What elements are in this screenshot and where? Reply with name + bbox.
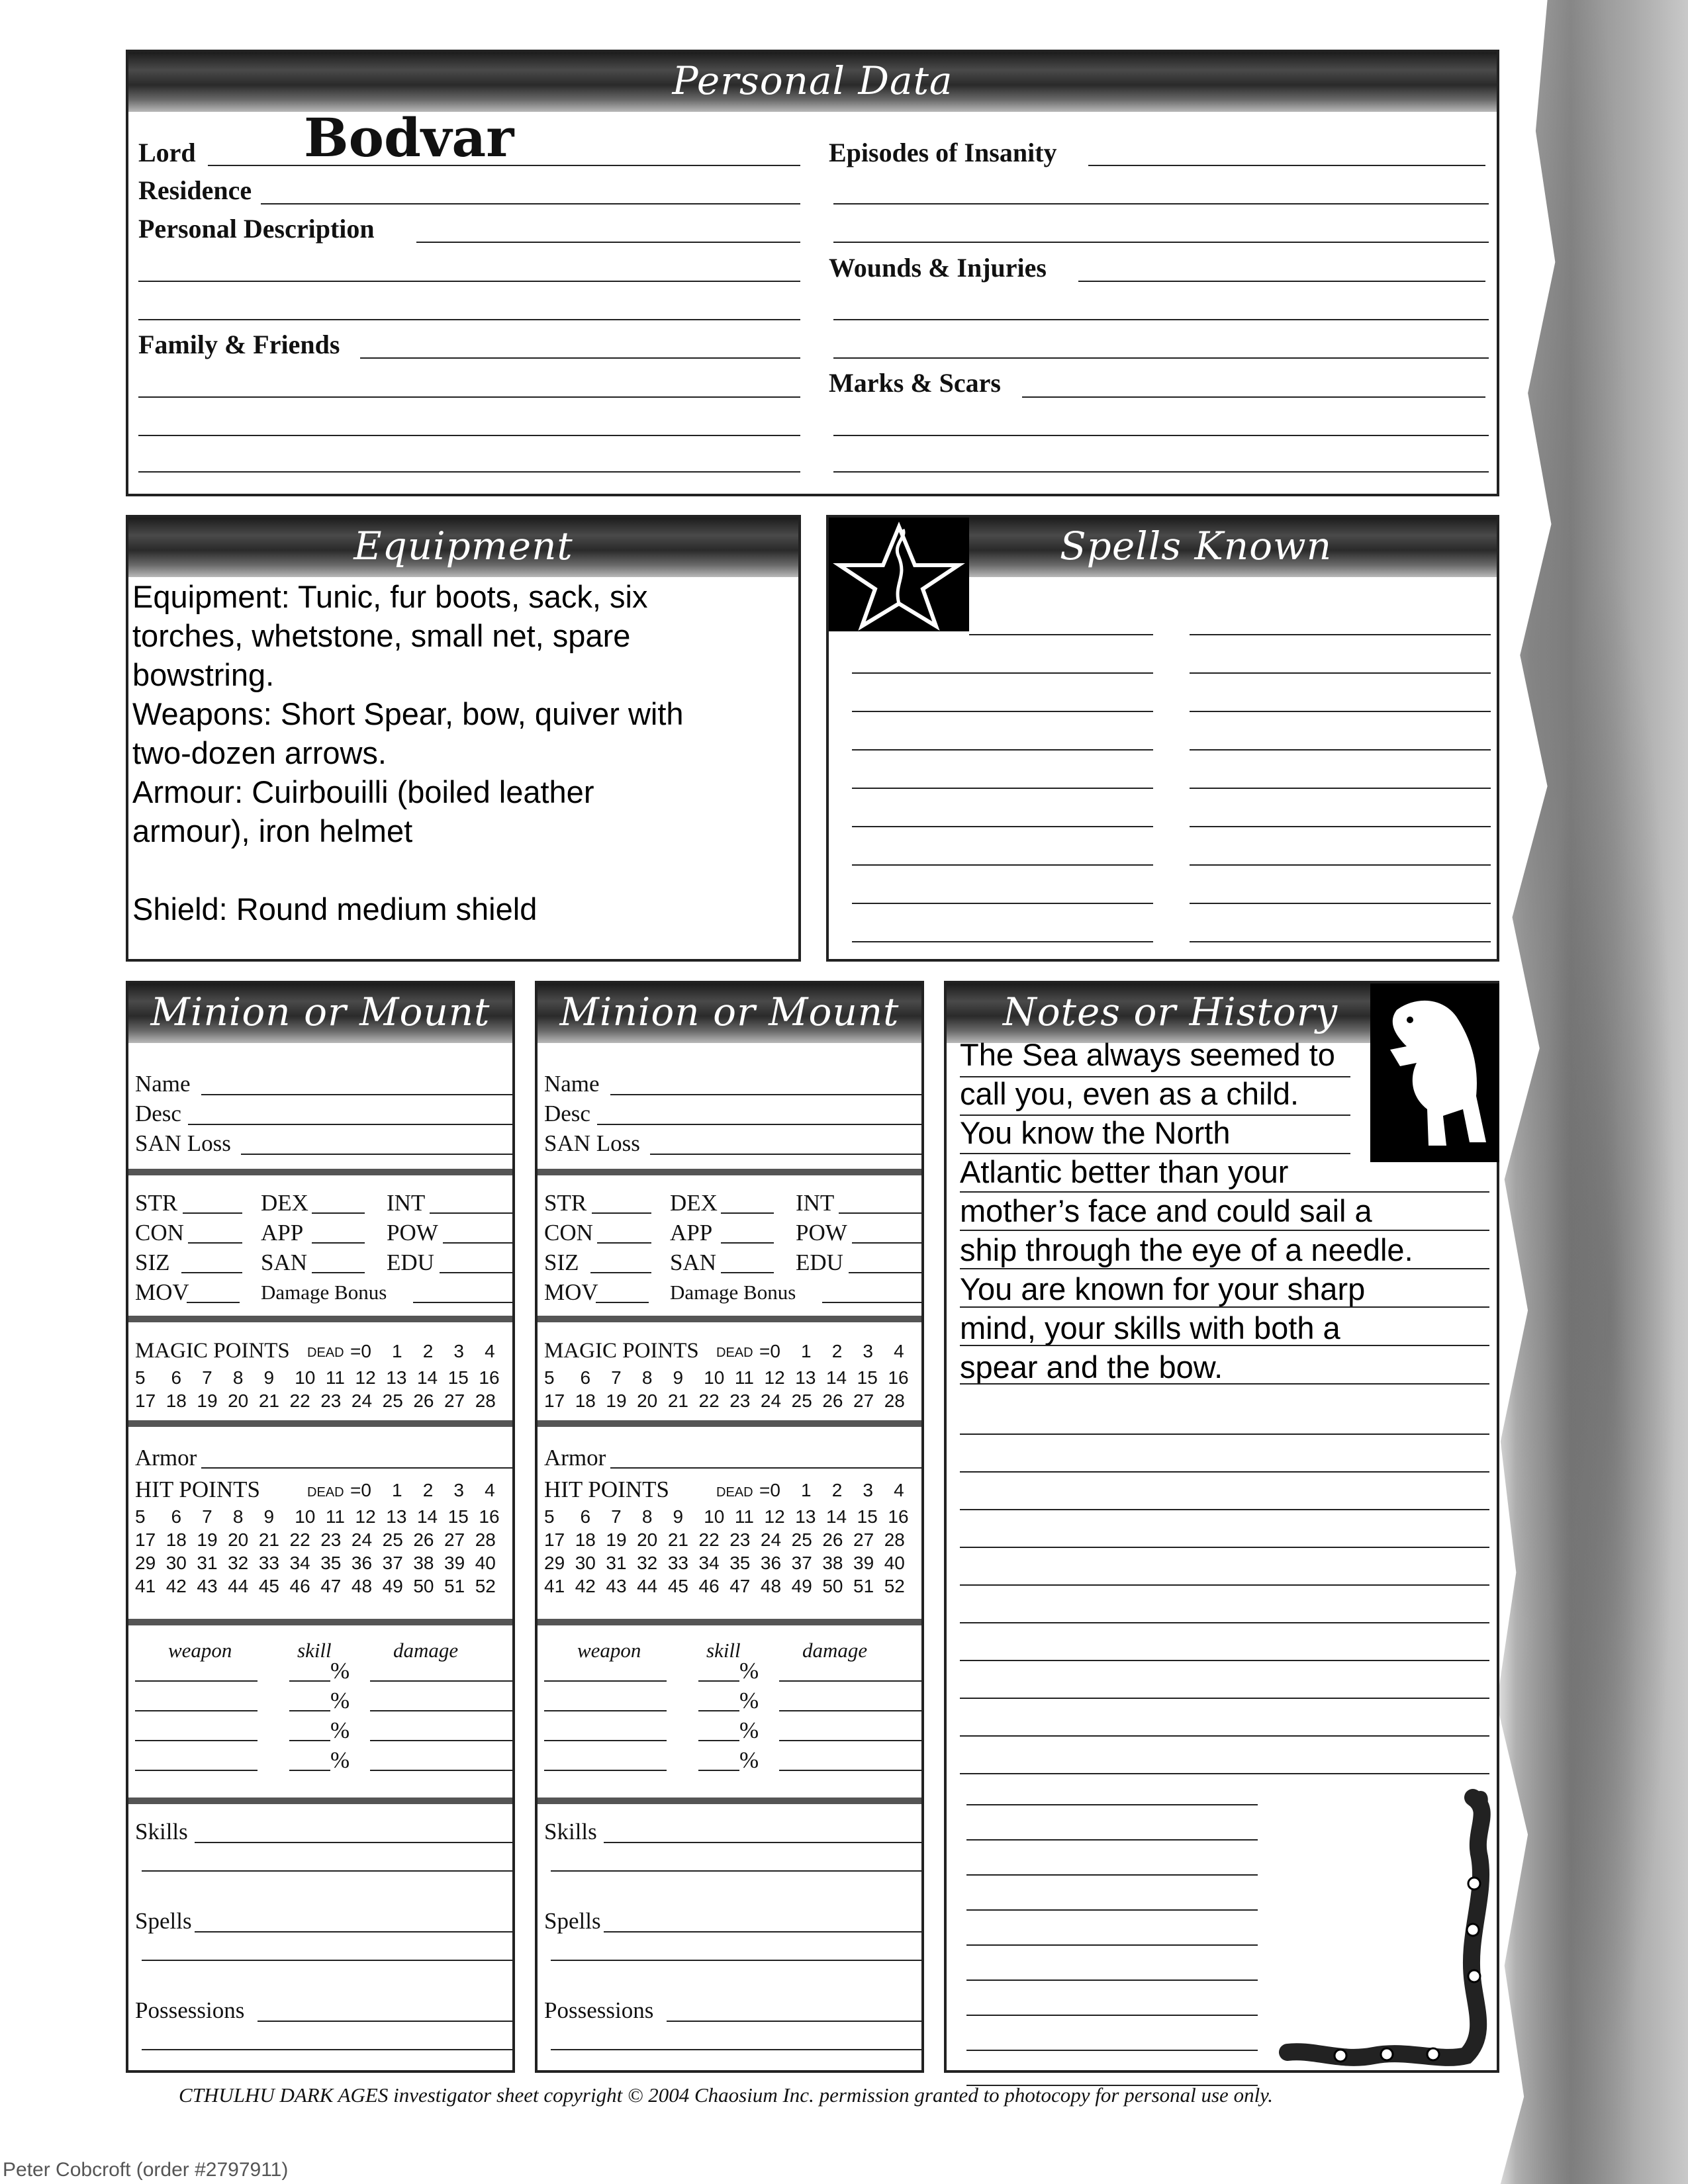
notes-line: spear and the bow.: [960, 1349, 1223, 1385]
edu-field[interactable]: [440, 1272, 512, 1273]
personal-description-line[interactable]: [138, 281, 800, 282]
episodes-insanity-line[interactable]: [833, 203, 1489, 205]
personal-description-label: Personal Description: [138, 214, 375, 244]
notes-line-rule[interactable]: [966, 1804, 1258, 1805]
damage-field[interactable]: [779, 1740, 921, 1741]
dead-label: DEAD: [716, 1485, 753, 1500]
str-field[interactable]: [183, 1212, 242, 1214]
divider: [128, 1619, 512, 1625]
hit-points-row[interactable]: 17 18 19 20 21 22 23 24 25 26 27 28: [135, 1529, 496, 1550]
magic-points-row[interactable]: 5 6 7 8 9 10 11 12 13 14 15 16: [544, 1367, 909, 1388]
armor-label: Armor: [135, 1445, 197, 1471]
episodes-insanity-line[interactable]: [833, 242, 1489, 243]
percent-sign: %: [330, 1658, 350, 1684]
mov-label: MOV: [135, 1279, 189, 1305]
equipment-line: Armour: Cuirbouilli (boiled leather: [132, 774, 594, 809]
spell-line[interactable]: [1190, 672, 1491, 674]
notes-line-rule[interactable]: [960, 1268, 1489, 1269]
weapon-field[interactable]: [135, 1710, 258, 1711]
equipment-line: Weapons: Short Spear, bow, quiver with: [132, 696, 684, 731]
elder-sign-icon: [829, 518, 969, 631]
percent-sign: %: [739, 1747, 759, 1773]
int-field[interactable]: [839, 1212, 921, 1214]
divider: [128, 1169, 512, 1175]
weapon-field[interactable]: [135, 1680, 258, 1682]
mov-label: MOV: [544, 1279, 598, 1305]
skill-field[interactable]: [289, 1680, 330, 1682]
marks-scars-line[interactable]: [833, 471, 1489, 473]
spell-line[interactable]: [852, 711, 1153, 712]
weapon-field[interactable]: [544, 1680, 667, 1682]
name-label: Name: [135, 1071, 191, 1097]
equipment-line: two-dozen arrows.: [132, 735, 387, 770]
notes-line-rule[interactable]: [966, 1874, 1258, 1876]
residence-label: Residence: [138, 175, 252, 205]
int-label: INT: [796, 1190, 835, 1216]
con-label: CON: [135, 1220, 184, 1246]
spell-line[interactable]: [1190, 826, 1491, 827]
hit-points-row[interactable]: =0 1 2 3 4: [350, 1480, 495, 1500]
equipment-line: Shield: Round medium shield: [132, 891, 538, 927]
wounds-injuries-line[interactable]: [833, 357, 1489, 359]
damage-bonus-label: Damage Bonus: [261, 1281, 387, 1304]
spells-line[interactable]: [142, 1960, 512, 1961]
notes-line-rule[interactable]: [960, 1471, 1489, 1473]
skill-field[interactable]: [698, 1740, 739, 1741]
armor-field[interactable]: [610, 1467, 921, 1469]
skill-field[interactable]: [698, 1680, 739, 1682]
episodes-insanity-field[interactable]: [1088, 165, 1485, 166]
spell-line[interactable]: [969, 634, 1153, 635]
personal-data-panel: [126, 50, 1499, 496]
hit-points-row[interactable]: 29 30 31 32 33 34 35 36 37 38 39 40: [135, 1553, 496, 1573]
order-watermark: Peter Cobcroft (order #2797911): [3, 2159, 289, 2181]
dead-label: DEAD: [716, 1345, 753, 1360]
spell-line[interactable]: [1190, 941, 1491, 942]
spells-field[interactable]: [195, 1931, 512, 1933]
desc-field[interactable]: [188, 1124, 512, 1125]
san-label: SAN: [261, 1250, 308, 1275]
siz-label: SIZ: [135, 1250, 170, 1275]
minion-title: Minion or Mount: [538, 983, 921, 1043]
divider: [538, 1420, 921, 1427]
family-friends-label: Family & Friends: [138, 330, 340, 359]
notes-line-rule[interactable]: [966, 2050, 1258, 2051]
notes-line-rule[interactable]: [960, 1076, 1350, 1077]
notes-line-rule[interactable]: [960, 1584, 1489, 1586]
con-field[interactable]: [188, 1242, 242, 1244]
int-field[interactable]: [430, 1212, 512, 1214]
notes-line: The Sea always seemed to: [960, 1037, 1335, 1072]
mov-field[interactable]: [596, 1302, 649, 1303]
magic-points-row[interactable]: =0 1 2 3 4: [759, 1341, 904, 1361]
minion-title: Minion or Mount: [128, 983, 512, 1043]
dex-label: DEX: [670, 1190, 718, 1216]
skills-label: Skills: [135, 1819, 188, 1844]
weapon-label: weapon: [577, 1639, 641, 1662]
notes-text: [960, 1035, 1489, 1387]
notes-line: mother’s face and could sail a: [960, 1193, 1372, 1228]
percent-sign: %: [739, 1717, 759, 1743]
percent-sign: %: [330, 1688, 350, 1713]
edu-label: EDU: [796, 1250, 843, 1275]
skill-field[interactable]: [289, 1740, 330, 1741]
damage-field[interactable]: [779, 1680, 921, 1682]
weapon-field[interactable]: [135, 1770, 258, 1771]
notes-line-rule[interactable]: [960, 1698, 1489, 1699]
lord-label: Lord: [138, 138, 196, 167]
percent-sign: %: [739, 1688, 759, 1713]
notes-line-rule[interactable]: [960, 1433, 1489, 1435]
notes-line-rule[interactable]: [960, 1547, 1489, 1548]
spells-known-title: Spells Known: [829, 518, 1497, 577]
magic-points-label: MAGIC POINTS: [135, 1339, 290, 1363]
damage-field[interactable]: [370, 1680, 512, 1682]
notes-line: ship through the eye of a needle.: [960, 1232, 1413, 1267]
san-loss-field[interactable]: [241, 1154, 512, 1155]
possessions-label: Possessions: [135, 1997, 245, 2023]
personal-data-title: Personal Data: [128, 52, 1497, 112]
spells-known-panel: [826, 515, 1499, 962]
damage-label: damage: [393, 1639, 459, 1662]
desc-label: Desc: [135, 1101, 181, 1126]
percent-sign: %: [739, 1658, 759, 1684]
spell-line[interactable]: [1190, 634, 1491, 635]
notes-line: call you, even as a child.: [960, 1076, 1299, 1111]
skill-field[interactable]: [698, 1770, 739, 1771]
possessions-line[interactable]: [142, 2049, 512, 2050]
hit-points-row[interactable]: 5 6 7 8 9 10 11 12 13 14 15 16: [544, 1506, 909, 1527]
siz-field[interactable]: [590, 1272, 651, 1273]
desc-label: Desc: [544, 1101, 590, 1126]
lord-value: Bodvar: [304, 107, 514, 169]
divider: [128, 1316, 512, 1322]
spell-line[interactable]: [1190, 864, 1491, 866]
str-label: STR: [135, 1190, 178, 1216]
marks-scars-label: Marks & Scars: [829, 368, 1001, 398]
divider: [128, 1797, 512, 1804]
con-field[interactable]: [597, 1242, 651, 1244]
siz-field[interactable]: [181, 1272, 242, 1273]
damage-bonus-field[interactable]: [822, 1302, 921, 1303]
weapon-field[interactable]: [135, 1740, 258, 1741]
edu-label: EDU: [387, 1250, 434, 1275]
armor-field[interactable]: [201, 1467, 512, 1469]
family-friends-line[interactable]: [138, 471, 800, 473]
hit-points-row[interactable]: 29 30 31 32 33 34 35 36 37 38 39 40: [544, 1553, 905, 1573]
notes-line-rule[interactable]: [966, 1909, 1258, 1911]
divider: [538, 1619, 921, 1625]
notes-panel: [944, 981, 1499, 2073]
notes-line-rule[interactable]: [960, 1509, 1489, 1510]
dead-label: DEAD: [307, 1485, 344, 1500]
skills-label: Skills: [544, 1819, 597, 1844]
hit-points-row[interactable]: 41 42 43 44 45 46 47 48 49 50 51 52: [544, 1576, 905, 1596]
family-friends-line[interactable]: [138, 396, 800, 398]
siz-label: SIZ: [544, 1250, 579, 1275]
edu-field[interactable]: [849, 1272, 921, 1273]
divider: [538, 1169, 921, 1175]
hit-points-row[interactable]: 17 18 19 20 21 22 23 24 25 26 27 28: [544, 1529, 905, 1550]
san-field[interactable]: [312, 1272, 365, 1273]
dex-field[interactable]: [312, 1212, 365, 1214]
divider: [538, 1316, 921, 1322]
mov-field[interactable]: [187, 1302, 240, 1303]
family-friends-field[interactable]: [360, 357, 800, 359]
spell-line[interactable]: [852, 864, 1153, 866]
magic-points-row[interactable]: 17 18 19 20 21 22 23 24 25 26 27 28: [544, 1390, 905, 1411]
str-field[interactable]: [592, 1212, 651, 1214]
personal-description-field[interactable]: [416, 242, 800, 243]
weapon-field[interactable]: [544, 1770, 667, 1771]
possessions-line[interactable]: [551, 2049, 921, 2050]
wounds-injuries-line[interactable]: [833, 319, 1489, 320]
possessions-field[interactable]: [258, 2021, 512, 2022]
equipment-panel: [126, 515, 801, 962]
damage-field[interactable]: [370, 1740, 512, 1741]
skills-field[interactable]: [604, 1842, 921, 1843]
marks-scars-line[interactable]: [833, 435, 1489, 436]
weapon-field[interactable]: [544, 1740, 667, 1741]
damage-field[interactable]: [779, 1710, 921, 1711]
weapon-label: weapon: [168, 1639, 232, 1662]
magic-points-row[interactable]: 17 18 19 20 21 22 23 24 25 26 27 28: [135, 1390, 496, 1411]
notes-line-rule[interactable]: [960, 1230, 1489, 1231]
minion-panel-1: [126, 981, 515, 2073]
spells-field[interactable]: [604, 1931, 921, 1933]
con-label: CON: [544, 1220, 593, 1246]
notes-line: Atlantic better than your: [960, 1154, 1289, 1189]
pow-field[interactable]: [852, 1242, 921, 1244]
san-loss-label: SAN Loss: [135, 1130, 231, 1156]
spell-line[interactable]: [1190, 788, 1491, 789]
damage-field[interactable]: [370, 1770, 512, 1771]
pow-label: POW: [796, 1220, 847, 1246]
str-label: STR: [544, 1190, 587, 1216]
san-label: SAN: [670, 1250, 717, 1275]
san-loss-label: SAN Loss: [544, 1130, 640, 1156]
magic-points-row[interactable]: =0 1 2 3 4: [350, 1341, 495, 1361]
int-label: INT: [387, 1190, 426, 1216]
notes-line-rule[interactable]: [966, 2015, 1258, 2016]
name-field[interactable]: [201, 1094, 512, 1095]
spells-line[interactable]: [551, 1960, 921, 1961]
spell-line[interactable]: [852, 941, 1153, 942]
san-field[interactable]: [721, 1272, 774, 1273]
family-friends-line[interactable]: [138, 435, 800, 436]
skills-line[interactable]: [551, 1870, 921, 1872]
damage-field[interactable]: [779, 1770, 921, 1771]
hit-points-row[interactable]: =0 1 2 3 4: [759, 1480, 904, 1500]
skill-field[interactable]: [698, 1710, 739, 1711]
skills-line[interactable]: [142, 1870, 512, 1872]
hit-points-label: HIT POINTS: [544, 1477, 669, 1502]
notes-line-rule[interactable]: [960, 1383, 1489, 1385]
spell-line[interactable]: [852, 672, 1153, 674]
skill-label: skill: [706, 1639, 741, 1662]
skills-field[interactable]: [195, 1842, 512, 1843]
marks-scars-field[interactable]: [1022, 396, 1485, 398]
parchment-background: [1493, 0, 1688, 2184]
equipment-line: bowstring.: [132, 657, 275, 692]
spells-label: Spells: [135, 1908, 192, 1934]
divider: [128, 1420, 512, 1427]
spell-line[interactable]: [852, 788, 1153, 789]
wounds-injuries-label: Wounds & Injuries: [829, 253, 1047, 283]
skill-label: skill: [297, 1639, 332, 1662]
possessions-field[interactable]: [667, 2021, 921, 2022]
equipment-line: Equipment: Tunic, fur boots, sack, six: [132, 579, 648, 614]
notes-line-rule[interactable]: [960, 1735, 1489, 1737]
hit-points-row[interactable]: 5 6 7 8 9 10 11 12 13 14 15 16: [135, 1506, 500, 1527]
app-label: APP: [670, 1220, 713, 1246]
notes-line: mind, your skills with both a: [960, 1310, 1340, 1345]
notes-line-rule[interactable]: [960, 1773, 1489, 1774]
notes-line-rule[interactable]: [960, 1115, 1350, 1116]
notes-line-rule[interactable]: [960, 1622, 1489, 1623]
notes-title: Notes or History: [947, 983, 1370, 1043]
armor-label: Armor: [544, 1445, 606, 1471]
minion-panel-2: [535, 981, 924, 2073]
divider: [538, 1797, 921, 1804]
hit-points-row[interactable]: 41 42 43 44 45 46 47 48 49 50 51 52: [135, 1576, 496, 1596]
percent-sign: %: [330, 1717, 350, 1743]
skill-field[interactable]: [289, 1710, 330, 1711]
magic-points-label: MAGIC POINTS: [544, 1339, 699, 1363]
pow-label: POW: [387, 1220, 438, 1246]
app-label: APP: [261, 1220, 304, 1246]
spell-line[interactable]: [1190, 749, 1491, 751]
skill-field[interactable]: [289, 1770, 330, 1771]
san-loss-field[interactable]: [650, 1154, 921, 1155]
wounds-injuries-field[interactable]: [1078, 281, 1485, 282]
dex-label: DEX: [261, 1190, 308, 1216]
spell-line[interactable]: [852, 903, 1153, 904]
spells-label: Spells: [544, 1908, 601, 1934]
copyright-footer: CTHULHU DARK AGES investigator sheet copyright © 2004 Chaosium Inc. permission granted to photocopy for personal use only.: [179, 2083, 1273, 2107]
notes-line-rule[interactable]: [966, 1839, 1258, 1841]
damage-bonus-label: Damage Bonus: [670, 1281, 796, 1304]
app-field[interactable]: [721, 1242, 774, 1244]
name-label: Name: [544, 1071, 600, 1097]
spell-line[interactable]: [1190, 903, 1491, 904]
damage-label: damage: [802, 1639, 868, 1662]
notes-line: You know the North: [960, 1115, 1231, 1150]
residence-field[interactable]: [261, 203, 800, 205]
dex-field[interactable]: [721, 1212, 774, 1214]
desc-field[interactable]: [597, 1124, 921, 1125]
damage-field[interactable]: [370, 1710, 512, 1711]
tentacle-ornament-icon: [1274, 1784, 1496, 2069]
percent-sign: %: [330, 1747, 350, 1773]
weapon-field[interactable]: [544, 1710, 667, 1711]
equipment-line: torches, whetstone, small net, spare: [132, 618, 631, 653]
damage-bonus-field[interactable]: [413, 1302, 512, 1303]
notes-line-rule[interactable]: [966, 1979, 1258, 1981]
pow-field[interactable]: [443, 1242, 512, 1244]
equipment-line: [132, 850, 794, 889]
app-field[interactable]: [312, 1242, 365, 1244]
spell-line[interactable]: [852, 826, 1153, 827]
spell-line[interactable]: [1190, 711, 1491, 712]
magic-points-row[interactable]: 5 6 7 8 9 10 11 12 13 14 15 16: [135, 1367, 500, 1388]
notes-line: You are known for your sharp: [960, 1271, 1366, 1306]
personal-description-line[interactable]: [138, 319, 800, 320]
equipment-title: Equipment: [128, 518, 798, 577]
equipment-text: [132, 577, 794, 929]
notes-line-rule[interactable]: [960, 1191, 1489, 1193]
name-field[interactable]: [610, 1094, 921, 1095]
spell-line[interactable]: [852, 749, 1153, 751]
episodes-insanity-label: Episodes of Insanity: [829, 138, 1057, 167]
notes-line-rule[interactable]: [960, 1660, 1489, 1661]
dead-label: DEAD: [307, 1345, 344, 1360]
possessions-label: Possessions: [544, 1997, 654, 2023]
notes-line-rule[interactable]: [960, 1153, 1350, 1154]
notes-line-rule[interactable]: [960, 1345, 1489, 1346]
notes-line-rule[interactable]: [960, 1306, 1489, 1308]
notes-line-rule[interactable]: [966, 1944, 1258, 1946]
equipment-line: armour), iron helmet: [132, 813, 413, 848]
hit-points-label: HIT POINTS: [135, 1477, 260, 1502]
